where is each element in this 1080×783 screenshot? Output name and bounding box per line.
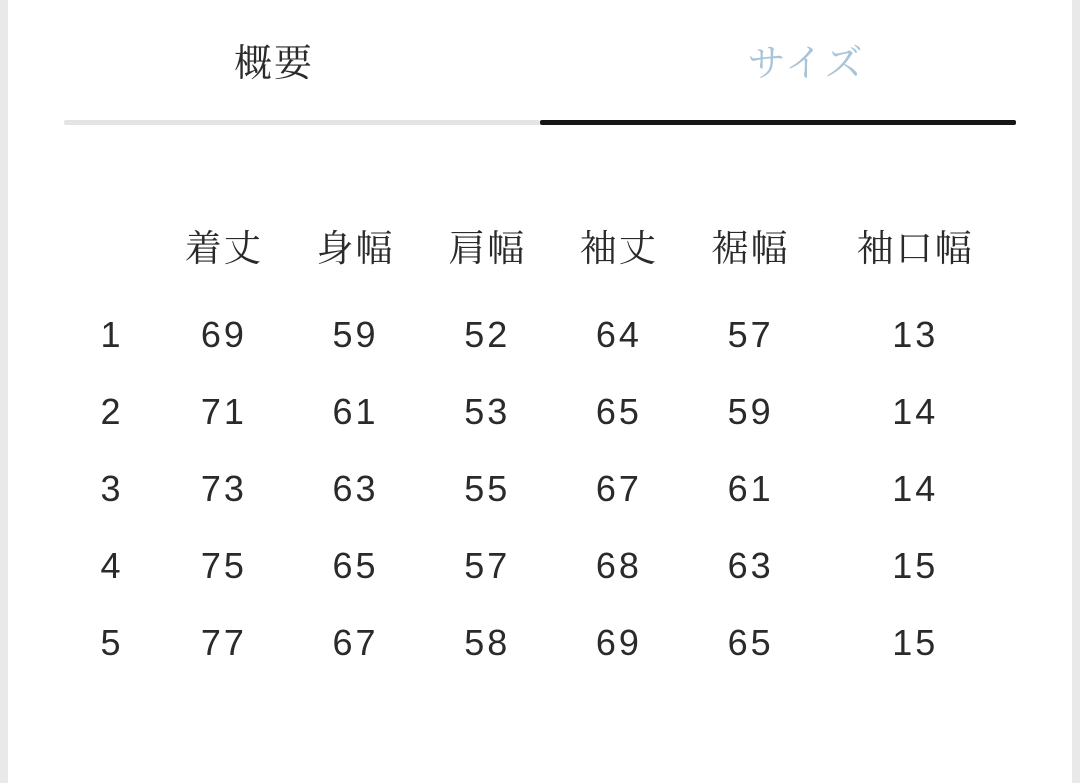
cell-r0-c2: 52 bbox=[464, 314, 511, 356]
cell-r4-c2: 58 bbox=[464, 622, 511, 664]
size-table-body bbox=[66, 297, 1014, 682]
cell-r2-c0: 73 bbox=[200, 468, 247, 510]
page-edge-right bbox=[1072, 0, 1080, 783]
product-detail-panel bbox=[8, 0, 1072, 783]
table-row bbox=[66, 605, 1014, 682]
cell-r3-c3: 68 bbox=[595, 545, 642, 587]
cell-r2-c1: 63 bbox=[332, 468, 379, 510]
cell-r1-c3: 65 bbox=[595, 391, 642, 433]
page-edge-left bbox=[0, 0, 8, 783]
column-header-1: 身幅 bbox=[316, 227, 395, 269]
cell-r2-c4: 61 bbox=[727, 468, 774, 510]
row-size-label: 5 bbox=[100, 622, 124, 664]
cell-r1-c5: 14 bbox=[892, 391, 939, 433]
tab-bar bbox=[8, 44, 1072, 120]
size-table bbox=[66, 193, 1014, 682]
table-row bbox=[66, 297, 1014, 374]
cell-r2-c3: 67 bbox=[595, 468, 642, 510]
column-header-5: 袖口幅 bbox=[856, 227, 974, 269]
cell-r4-c5: 15 bbox=[892, 622, 939, 664]
row-size-label: 1 bbox=[100, 314, 124, 356]
cell-r0-c4: 57 bbox=[727, 314, 774, 356]
column-header-2: 肩幅 bbox=[448, 227, 527, 269]
size-table-head bbox=[66, 193, 1014, 297]
row-size-label: 3 bbox=[100, 468, 124, 510]
table-row bbox=[66, 374, 1014, 451]
table-row bbox=[66, 451, 1014, 528]
column-header-3: 袖丈 bbox=[579, 227, 658, 269]
row-size-label: 2 bbox=[100, 391, 124, 433]
cell-r1-c0: 71 bbox=[200, 391, 247, 433]
cell-r3-c2: 57 bbox=[464, 545, 511, 587]
cell-r0-c1: 59 bbox=[332, 314, 379, 356]
cell-r2-c2: 55 bbox=[464, 468, 511, 510]
cell-r4-c0: 77 bbox=[200, 622, 247, 664]
size-table-container bbox=[8, 125, 1072, 783]
size-table-header-row bbox=[66, 193, 1014, 297]
size-column-header bbox=[66, 193, 158, 297]
cell-r4-c1: 67 bbox=[332, 622, 379, 664]
cell-r0-c0: 69 bbox=[200, 314, 247, 356]
cell-r4-c4: 65 bbox=[727, 622, 774, 664]
cell-r4-c3: 69 bbox=[595, 622, 642, 664]
tab-size[interactable]: サイズ bbox=[747, 43, 865, 85]
column-header-4: 裾幅 bbox=[711, 227, 790, 269]
row-size-label: 4 bbox=[100, 545, 124, 587]
table-row bbox=[66, 528, 1014, 605]
cell-r3-c5: 15 bbox=[892, 545, 939, 587]
cell-r1-c2: 53 bbox=[464, 391, 511, 433]
cell-r0-c5: 13 bbox=[892, 314, 939, 356]
cell-r1-c1: 61 bbox=[332, 391, 379, 433]
cell-r3-c4: 63 bbox=[727, 545, 774, 587]
cell-r1-c4: 59 bbox=[727, 391, 774, 433]
cell-r3-c0: 75 bbox=[200, 545, 247, 587]
column-header-0: 着丈 bbox=[184, 227, 263, 269]
tab-overview[interactable]: 概要 bbox=[233, 43, 314, 85]
cell-r3-c1: 65 bbox=[332, 545, 379, 587]
cell-r0-c3: 64 bbox=[595, 314, 642, 356]
cell-r2-c5: 14 bbox=[892, 468, 939, 510]
